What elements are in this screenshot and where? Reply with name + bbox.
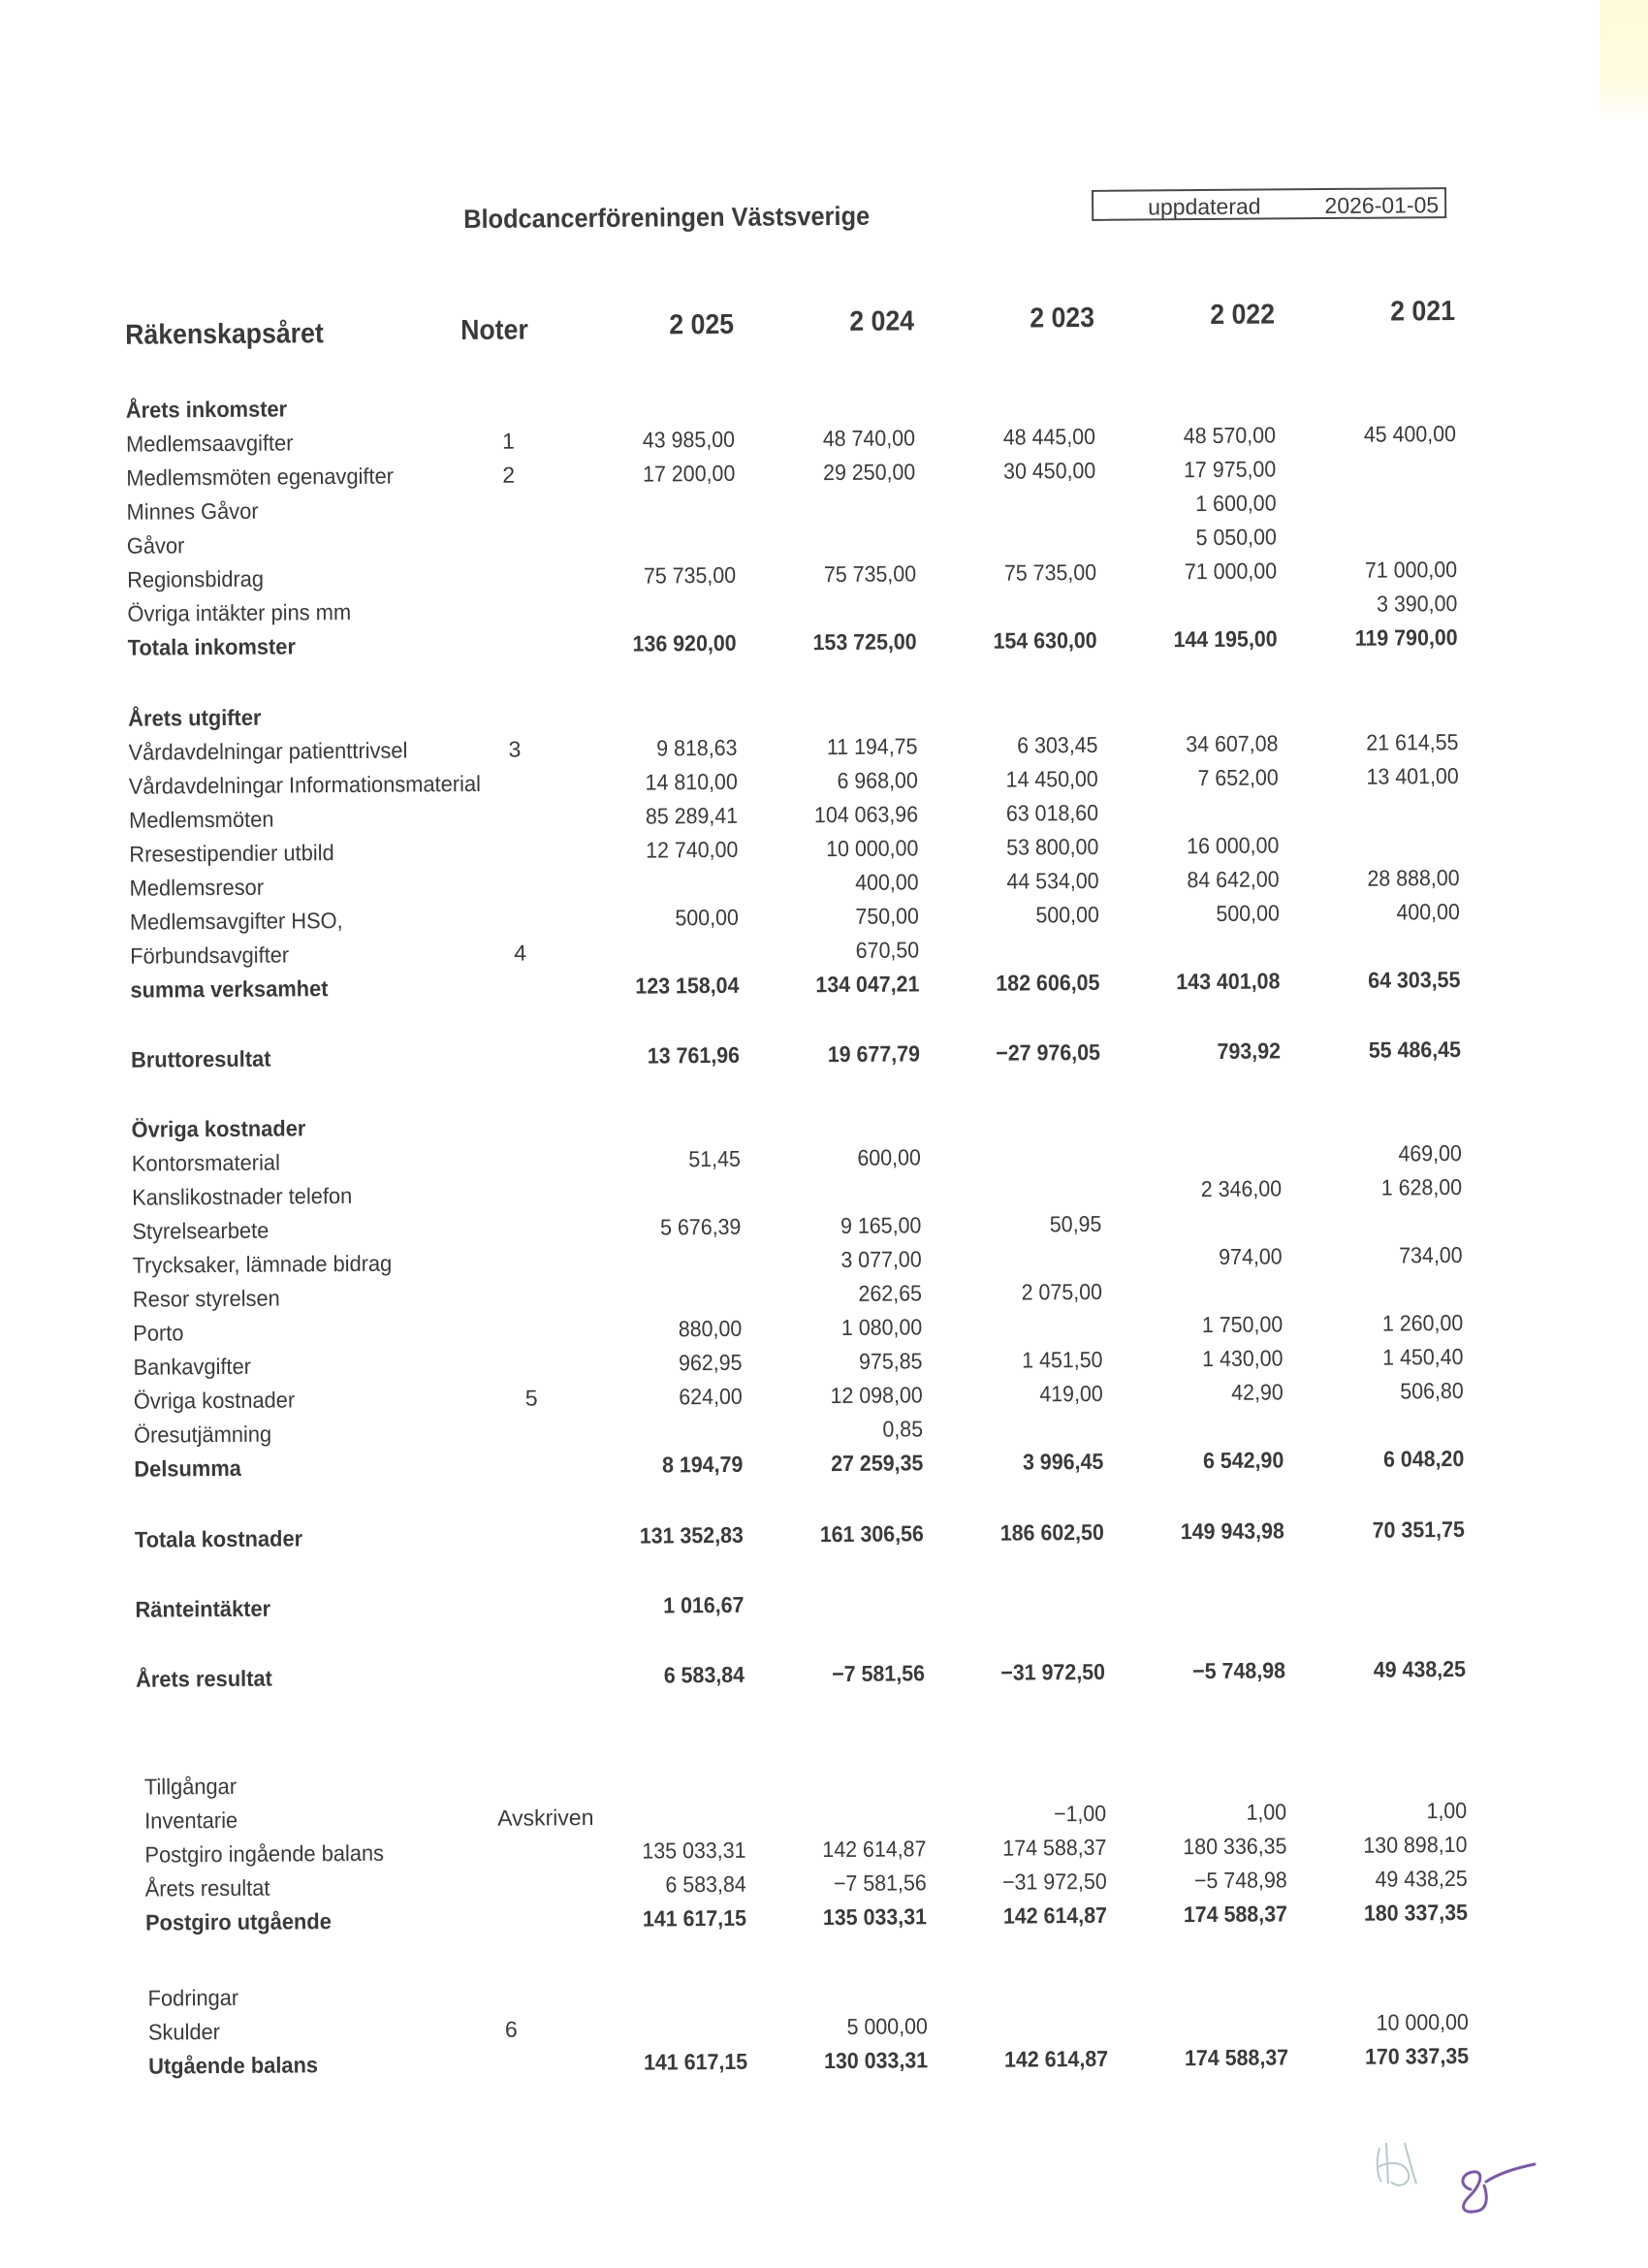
table-row: Regionsbidrag 75 735,00 75 735,00 75 735,00 71 000,00 71 000,00 xyxy=(127,556,1458,592)
year-header-2025: 2 025 xyxy=(669,308,735,341)
postgiro-closing-row: Postgiro utgående 141 617,15 135 033,31 142 614,87 174 588,37 180 337,35 xyxy=(144,1899,1469,1935)
table-row: Rresestipendier utbild 12 740,00 10 000,00 53 800,00 16 000,00 xyxy=(129,832,1280,867)
table-row: Fodringar xyxy=(147,1984,239,2011)
table-row: Inventarie Avskriven −1,00 1,00 1,00 xyxy=(144,1797,1468,1834)
table-row: Trycksaker, lämnade bidrag 3 077,00 974,00 734,00 xyxy=(132,1241,1463,1278)
updated-box xyxy=(1092,187,1446,221)
table-row: Vårdavdelningar Informationsmaterial 14 810,00 6 968,00 14 450,00 7 652,00 13 401,00 xyxy=(128,762,1459,799)
table-row: Årets resultat 6 583,84 −7 581,56 −31 972,50 −5 748,98 49 438,25 xyxy=(144,1865,1468,1901)
year-header-2022: 2 022 xyxy=(1210,299,1276,331)
year-header-2021: 2 021 xyxy=(1390,296,1456,328)
table-row: Medlemsresor 400,00 44 534,00 84 642,00 28 888,00 xyxy=(129,864,1460,901)
table-row: Kanslikostnader telefon 2 346,00 1 628,00 xyxy=(132,1173,1463,1210)
total-income-row: Totala inkomster 136 920,00 153 725,00 154 630,00 144 195,00 119 790,00 xyxy=(127,623,1458,660)
closing-balance-row: Utgående balans 141 617,15 130 033,31 142 614,87 174 588,37 170 337,35 xyxy=(148,2042,1470,2079)
table-row: Öresutjämning 0,85 xyxy=(133,1416,924,1448)
interest-income-row: Ränteintäkter 1 016,67 xyxy=(135,1591,745,1622)
summa-verksamhet-row: summa verksamhet 123 158,04 134 047,21 182 606,05 143 401,08 64 303,55 xyxy=(130,966,1461,1003)
year-header-2023: 2 023 xyxy=(1030,302,1095,335)
table-row: Kontorsmaterial 51,45 600,00 469,00 xyxy=(131,1139,1462,1176)
year-header-2024: 2 024 xyxy=(849,305,915,337)
assets-section-heading: Tillgångar xyxy=(143,1773,238,1800)
table-row: Bankavgifter 962,95 975,85 1 451,50 1 430,00 1 450,40 xyxy=(133,1343,1464,1380)
table-row: Förbundsavgifter 4 670,50 xyxy=(130,937,920,969)
subtotal-row: Delsumma 8 194,79 27 259,35 3 996,45 6 542,90 6 048,20 xyxy=(134,1445,1465,1482)
table-row: Gåvor 5 050,00 xyxy=(126,524,1277,559)
table-row: Övriga intäkter pins mm 3 390,00 xyxy=(127,590,1458,626)
expenses-section-heading: Årets utgifter xyxy=(128,704,262,731)
gross-result-row: Bruttoresultat 13 761,96 19 677,79 −27 976,05 793,92 55 486,45 xyxy=(130,1036,1462,1072)
notes-header: Noter xyxy=(460,314,528,347)
table-row: Medlemsmöten 85 289,41 104 063,96 63 018,60 xyxy=(128,799,1099,833)
table-row: Resor styrelsen 262,65 2 075,00 xyxy=(132,1278,1103,1312)
other-costs-section-heading: Övriga kostnader xyxy=(131,1115,306,1142)
table-row: Postgiro ingående balans 135 033,31 142 614,87 174 588,37 180 336,35 130 898,10 xyxy=(144,1831,1468,1868)
table-row: Porto 880,00 1 080,00 1 750,00 1 260,00 xyxy=(133,1309,1464,1346)
signature-scribble-icon xyxy=(1362,2114,1546,2220)
total-costs-row: Totala kostnader 131 352,83 161 306,56 186 602,50 149 943,98 70 351,75 xyxy=(134,1516,1465,1552)
table-row: Medlemsaavgifter 1 43 985,00 48 740,00 48 445,00 48 570,00 45 400,00 xyxy=(125,420,1457,457)
table-row: Skulder 6 5 000,00 10 000,00 xyxy=(147,2008,1469,2045)
fiscal-year-header: Räkenskapsåret xyxy=(125,318,324,351)
table-row: Medlemsmöten egenavgifter 2 17 200,00 29 250,00 30 450,00 17 975,00 xyxy=(126,456,1277,491)
updated-date: 2026-01-05 xyxy=(1324,192,1440,219)
table-row: Styrelsearbete 5 676,39 9 165,00 50,95 xyxy=(132,1210,1102,1244)
organization-title: Blodcancerföreningen Västsverige xyxy=(463,201,871,235)
table-row: Vårdavdelningar patienttrivsel 3 9 818,63 11 194,75 6 303,45 34 607,08 21 614,55 xyxy=(128,728,1459,765)
income-section-heading: Årets inkomster xyxy=(125,396,288,423)
updated-label: uppdaterad xyxy=(1148,193,1261,220)
year-result-row: Årets resultat 6 583,84 −7 581,56 −31 972,50 −5 748,98 49 438,25 xyxy=(135,1655,1467,1692)
table-row: Medlemsavgifter HSO, 500,00 750,00 500,00 500,00 400,00 xyxy=(129,898,1460,935)
table-row: Minnes Gåvor 1 600,00 xyxy=(126,490,1277,525)
table-row: Övriga kostnader 5 624,00 12 098,00 419,00 42,90 506,80 xyxy=(133,1377,1464,1414)
